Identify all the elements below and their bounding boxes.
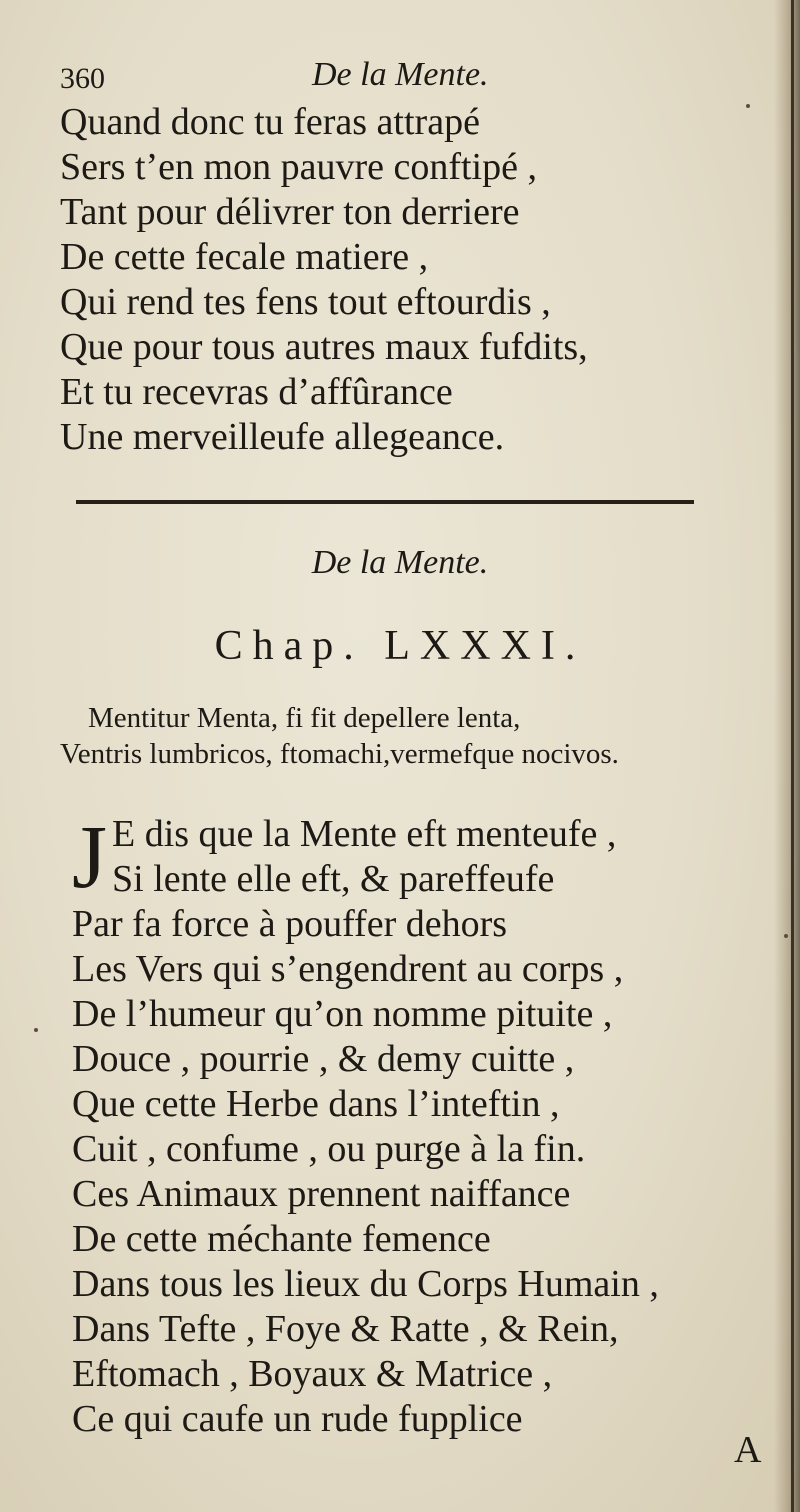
verse-line: De cette méchante femence <box>72 1218 491 1260</box>
verse-line: Ce qui caufe un rude fupplice <box>72 1398 523 1440</box>
verse-line: Par fa force à pouffer dehors <box>72 903 508 945</box>
ink-speck <box>784 934 788 938</box>
verse-line: Que pour tous autres maux fufdits, <box>60 326 588 368</box>
epigraph-line: Ventris lumbricos, ftomachi,vermefque nocivos. <box>60 738 619 770</box>
verse-line: Tant pour délivrer ton derriere <box>60 191 520 233</box>
verse-block-top <box>60 100 740 460</box>
latin-epigraph <box>60 700 780 772</box>
verse-block-main <box>72 808 752 1442</box>
verse-line: Qui rend tes fens tout eftourdis , <box>60 281 551 323</box>
ink-speck <box>34 1028 38 1032</box>
verse-line: Et tu recevras d’affûrance <box>60 371 453 413</box>
binding-edge <box>791 0 794 1512</box>
verse-line: Que cette Herbe dans l’inteftin , <box>72 1083 560 1125</box>
verse-line: Si lente elle eft, & pareffeufe <box>112 858 555 900</box>
ink-speck <box>746 104 750 108</box>
page-number: 360 <box>60 62 105 95</box>
verse-line: Les Vers qui s’engendrent au corps , <box>72 948 624 990</box>
running-title: De la Mente. <box>312 56 489 93</box>
verse-line: E dis que la Mente eft menteufe , <box>112 813 617 855</box>
drop-cap-initial: J <box>72 808 108 907</box>
verse-line: Dans tous les lieux du Corps Humain , <box>72 1263 659 1305</box>
page-header <box>60 56 660 100</box>
chapter-heading: Chap. LXXXI. <box>214 623 586 669</box>
section-divider-rule <box>76 500 694 504</box>
epigraph-line: Mentitur Menta, fi fit depellere lenta, <box>88 702 521 734</box>
verse-line: De cette fecale matiere , <box>60 236 429 278</box>
verse-line: Quand donc tu feras attrapé <box>60 101 480 143</box>
verse-line: Douce , pourrie , & demy cuitte , <box>72 1038 575 1080</box>
section-title: De la Mente. <box>311 544 489 581</box>
verse-line: Ces Animaux prennent naiffance <box>72 1173 571 1215</box>
verse-line: Cuit , confume , ou purge à la fin. <box>72 1128 586 1170</box>
catchword: A <box>734 1429 762 1471</box>
verse-line: Une merveilleufe allegeance. <box>60 416 505 458</box>
verse-line: Sers t’en mon pauvre conftipé , <box>60 146 537 188</box>
verse-line: De l’humeur qu’on nomme pituite , <box>72 993 613 1035</box>
verse-line: Dans Tefte , Foye & Ratte , & Rein, <box>72 1308 619 1350</box>
verse-line: Eftomach , Boyaux & Matrice , <box>72 1353 553 1395</box>
